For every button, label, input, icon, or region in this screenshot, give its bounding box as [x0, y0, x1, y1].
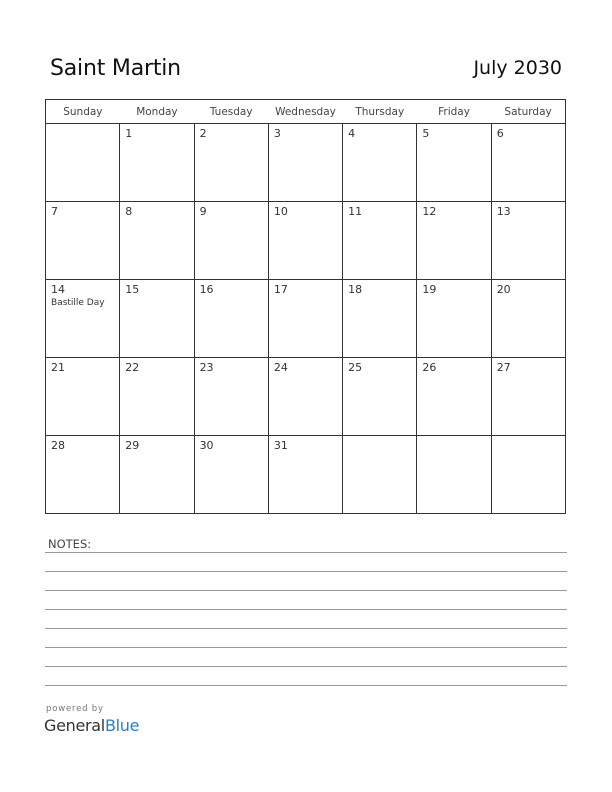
day-cell-content	[492, 436, 565, 439]
day-cell-8	[120, 202, 194, 280]
day-cell-6	[491, 124, 565, 202]
note-line	[45, 685, 567, 686]
day-number: 29	[125, 439, 140, 452]
day-cell-content	[343, 124, 416, 141]
day-cell-content	[120, 280, 193, 297]
day-cell-28	[46, 436, 120, 514]
day-cell-content	[46, 202, 119, 219]
day-cell-22	[120, 358, 194, 436]
day-number: 5	[422, 127, 430, 140]
month-calendar-grid	[45, 99, 566, 514]
weekday-friday: Friday	[417, 100, 491, 124]
note-line	[45, 666, 567, 667]
day-number: 7	[51, 205, 58, 218]
day-cell-5	[417, 124, 491, 202]
day-number: 15	[125, 283, 140, 296]
day-number: 21	[51, 361, 65, 374]
day-number: 8	[125, 205, 133, 218]
day-number: 31	[273, 439, 288, 452]
weekday-thursday: Thursday	[343, 100, 417, 124]
day-cell-27	[491, 358, 565, 436]
day-cell-content	[417, 280, 490, 297]
day-cell-31	[268, 436, 342, 514]
day-cell-content	[417, 202, 490, 219]
day-cell-content	[492, 202, 565, 219]
day-number: 18	[348, 283, 363, 296]
day-number: 24	[273, 361, 288, 374]
brand-general: General	[44, 716, 105, 735]
day-cell-9	[194, 202, 268, 280]
note-line	[45, 590, 567, 591]
day-number: 1	[125, 127, 133, 140]
generalblue-logo[interactable]	[44, 716, 139, 735]
day-number: 10	[273, 205, 288, 218]
empty-day-cell	[46, 124, 120, 202]
day-cell-29	[120, 436, 194, 514]
day-cell-30	[194, 436, 268, 514]
day-cell-16	[194, 280, 268, 358]
note-line	[45, 609, 567, 610]
holiday-label: Bastille Day	[51, 298, 105, 308]
day-cell-content	[417, 358, 490, 375]
day-cell-24	[268, 358, 342, 436]
day-cell-26	[417, 358, 491, 436]
day-number: 16	[199, 283, 214, 296]
day-number: 14	[51, 283, 65, 296]
day-cell-content	[120, 124, 193, 141]
day-cell-7	[46, 202, 120, 280]
day-number: 4	[348, 127, 356, 140]
day-cell-content	[343, 436, 416, 439]
day-cell-content	[46, 124, 119, 127]
day-number: 12	[422, 205, 437, 218]
weekday-wednesday: Wednesday	[268, 100, 342, 124]
day-number: 25	[348, 361, 363, 374]
day-cell-content	[492, 124, 565, 141]
day-cell-content	[269, 124, 342, 141]
day-cell-content	[120, 358, 193, 375]
day-cell-11	[343, 202, 417, 280]
empty-day-cell	[417, 436, 491, 514]
week-row	[46, 202, 566, 280]
day-number: 17	[273, 283, 288, 296]
day-cell-content	[343, 280, 416, 297]
calendar-title: Saint Martin	[50, 56, 181, 81]
day-cell-12	[417, 202, 491, 280]
empty-day-cell	[343, 436, 417, 514]
day-cell-25	[343, 358, 417, 436]
notes-label: NOTES:	[48, 537, 92, 551]
weekday-header-row	[46, 100, 566, 124]
week-row	[46, 124, 566, 202]
day-cell-21	[46, 358, 120, 436]
day-number: 27	[496, 361, 511, 374]
day-cell-content	[343, 202, 416, 219]
day-number: 3	[273, 127, 281, 140]
empty-day-cell	[491, 436, 565, 514]
calendar-month: July 2030	[473, 57, 562, 79]
calendar-body	[46, 124, 566, 514]
weekday-tuesday: Tuesday	[194, 100, 268, 124]
weekday-monday: Monday	[120, 100, 194, 124]
powered-by-text: powered by	[46, 704, 104, 714]
week-row	[46, 436, 566, 514]
day-cell-18	[343, 280, 417, 358]
day-cell-content	[269, 358, 342, 375]
note-line	[45, 552, 567, 553]
day-cell-13	[491, 202, 565, 280]
note-line	[45, 628, 567, 629]
day-number: 6	[496, 127, 504, 140]
day-number: 9	[199, 205, 207, 218]
day-cell-3	[268, 124, 342, 202]
day-cell-content	[269, 436, 342, 453]
day-number: 22	[125, 361, 140, 374]
day-cell-content	[195, 124, 268, 141]
week-row	[46, 280, 566, 358]
day-number: 2	[199, 127, 207, 140]
day-cell-content	[417, 124, 490, 141]
note-line	[45, 647, 567, 648]
day-cell-1	[120, 124, 194, 202]
day-cell-content	[120, 202, 193, 219]
day-cell-content	[195, 358, 268, 375]
day-cell-17	[268, 280, 342, 358]
day-number: 28	[51, 439, 65, 452]
day-cell-2	[194, 124, 268, 202]
day-cell-15	[120, 280, 194, 358]
day-cell-10	[268, 202, 342, 280]
day-cell-content	[195, 436, 268, 453]
weekday-saturday: Saturday	[491, 100, 565, 124]
weekday-sunday: Sunday	[46, 100, 120, 124]
day-cell-content	[46, 280, 119, 309]
day-cell-content	[46, 358, 119, 375]
note-line	[45, 571, 567, 572]
day-number: 23	[199, 361, 214, 374]
day-cell-content	[343, 358, 416, 375]
day-number: 20	[496, 283, 511, 296]
day-cell-content	[492, 280, 565, 297]
day-cell-4	[343, 124, 417, 202]
day-cell-content	[120, 436, 193, 453]
day-cell-content	[269, 202, 342, 219]
day-cell-19	[417, 280, 491, 358]
day-cell-content	[46, 436, 119, 453]
day-number: 11	[348, 205, 363, 218]
day-number: 30	[199, 439, 214, 452]
day-cell-20	[491, 280, 565, 358]
week-row	[46, 358, 566, 436]
day-cell-content	[195, 280, 268, 297]
day-cell-content	[492, 358, 565, 375]
day-number: 19	[422, 283, 437, 296]
day-number: 13	[496, 205, 511, 218]
day-cell-content	[195, 202, 268, 219]
brand-blue: Blue	[104, 716, 140, 735]
day-cell-14	[46, 280, 120, 358]
day-cell-23	[194, 358, 268, 436]
day-cell-content	[417, 436, 490, 439]
day-cell-content	[269, 280, 342, 297]
day-number: 26	[422, 361, 437, 374]
